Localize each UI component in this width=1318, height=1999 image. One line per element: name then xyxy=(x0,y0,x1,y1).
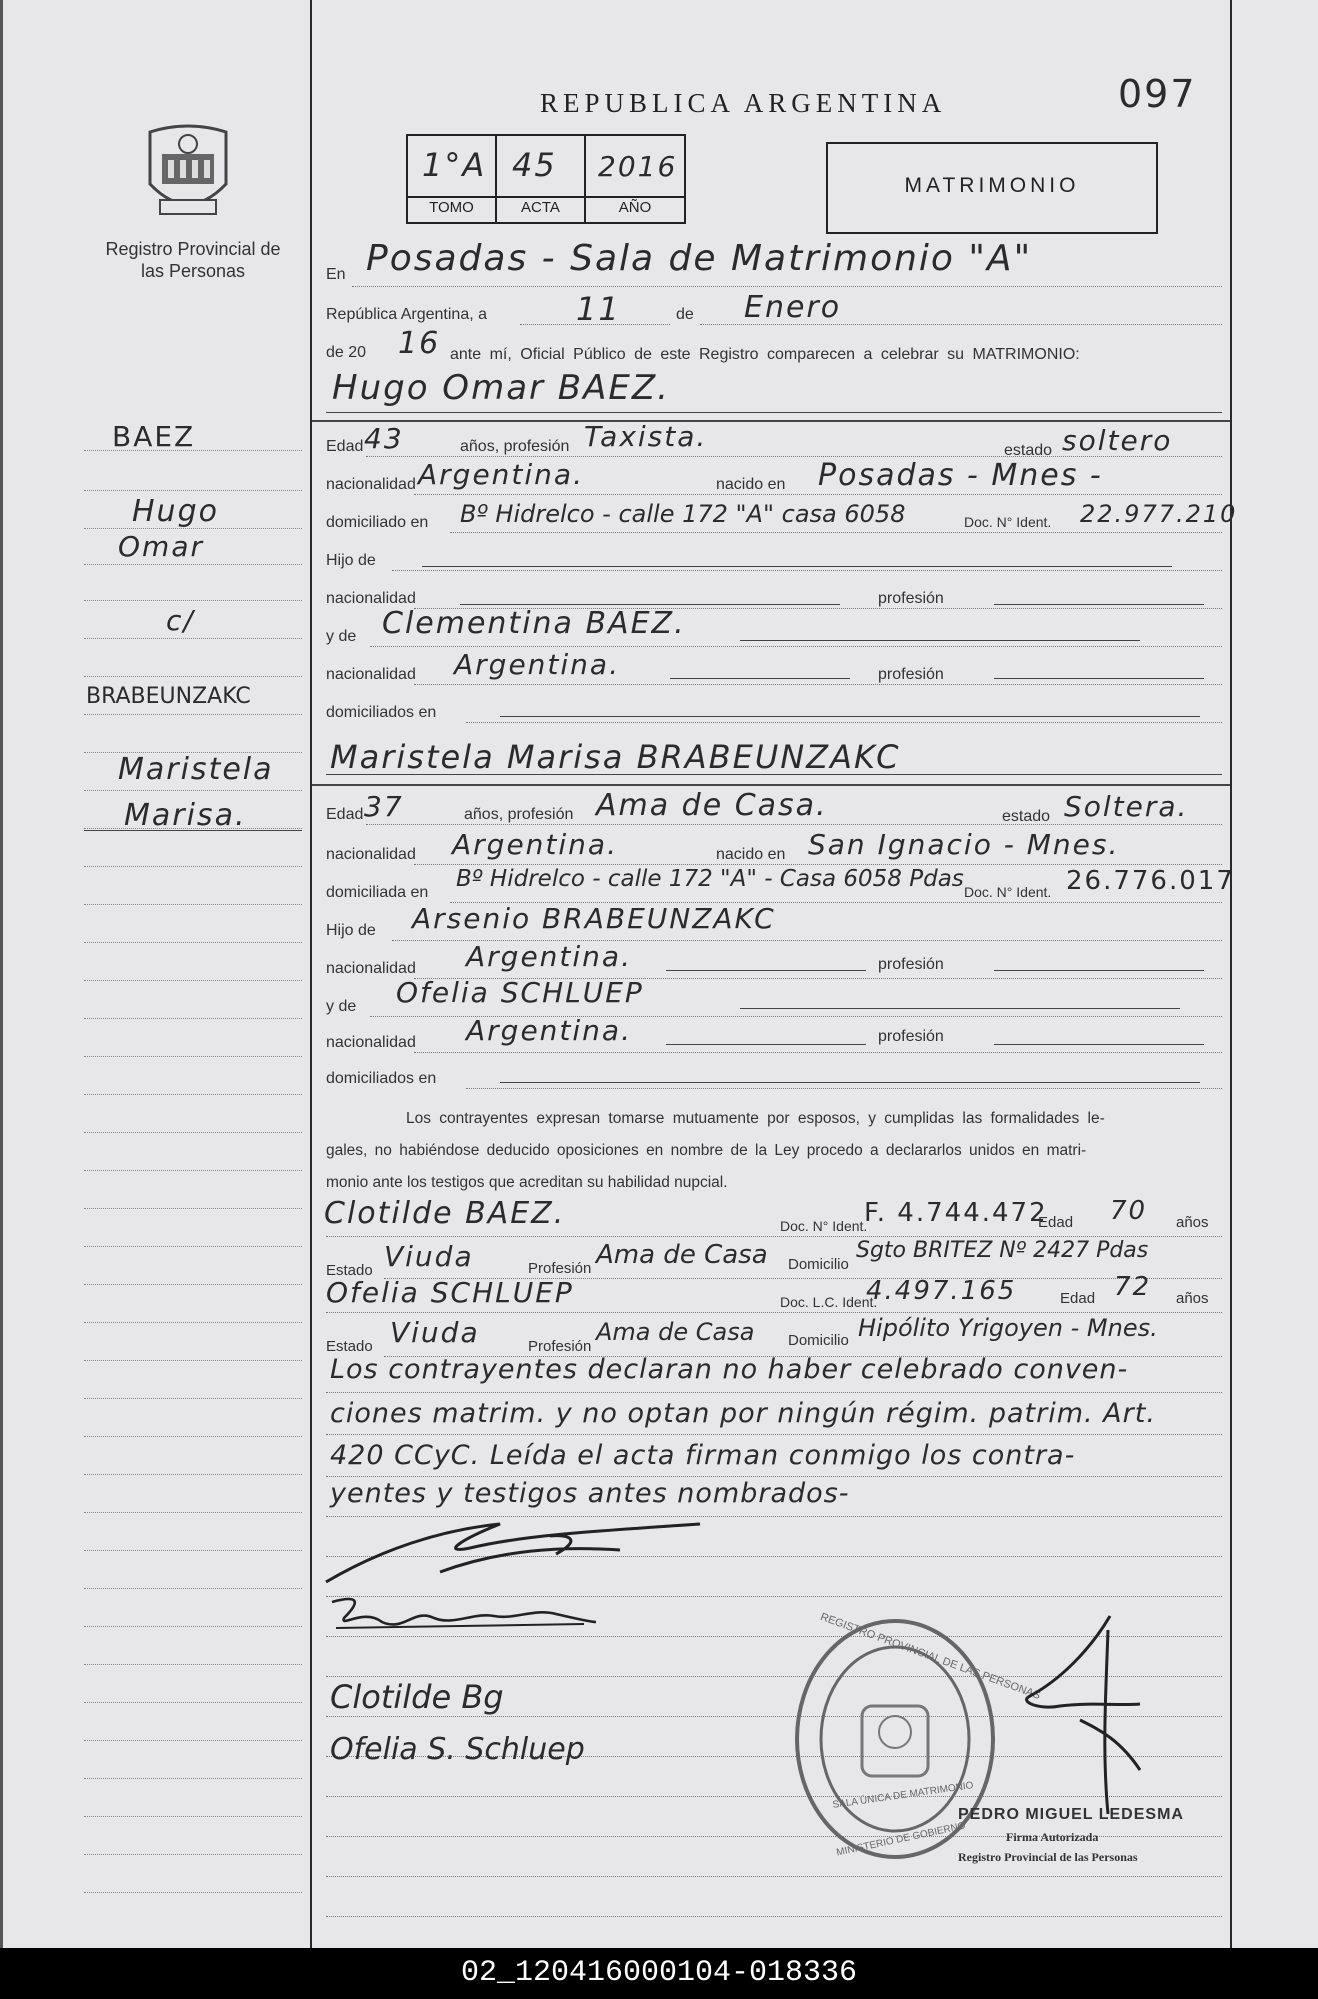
stamp-inner-text: SALA ÚNICA DE MATRIMONIO xyxy=(831,1780,975,1811)
groom-edad-label: Edad xyxy=(326,438,364,455)
left-edge-rule xyxy=(0,0,3,1948)
witness2-signature: Ofelia S. Schluep xyxy=(330,1732,585,1767)
bride-address: Bº Hidrelco - calle 172 "A" - Casa 6058 Pdas xyxy=(456,866,964,892)
margin-name-5: BRABEUNZAKC xyxy=(86,684,251,709)
witness2-age: 72 xyxy=(1114,1272,1152,1302)
record-number-box xyxy=(406,134,686,224)
official-title: Firma Autorizada xyxy=(1006,1830,1099,1844)
note-line-2: ciones matrim. y no optan por ningún régim. patrim. Art. xyxy=(330,1398,1156,1429)
groom-hijo-label: Hijo de xyxy=(326,552,376,569)
witness2-profession: Ama de Casa xyxy=(596,1318,755,1346)
witness2-name: Ofelia SCHLUEP xyxy=(326,1276,574,1309)
groom-profession: Taxista. xyxy=(584,420,708,453)
bride-yde-label: y de xyxy=(326,998,357,1015)
bride-nat-label: nacionalidad xyxy=(326,846,416,863)
witness2-address: Hipólito Yrigoyen - Mnes. xyxy=(858,1314,1158,1342)
note-line-4: yentes y testigos antes nombrados- xyxy=(330,1478,850,1509)
stamp-outer-text: REGISTRO PROVINCIAL DE LAS PERSONAS xyxy=(818,1611,1042,1703)
margin-name-6: Maristela xyxy=(118,752,274,787)
acta-label: ACTA xyxy=(521,199,560,216)
footer-code: 02_120416000104-018336 xyxy=(0,1948,1318,1999)
margin-name-7: Marisa. xyxy=(124,798,247,833)
witness1-doc: F. 4.744.472 xyxy=(864,1198,1048,1228)
bride-age: 37 xyxy=(364,790,404,823)
de20-label: de 20 xyxy=(326,344,367,361)
witness1-edad-label: Edad xyxy=(1038,1214,1074,1231)
margin-name-2: Hugo xyxy=(132,494,219,529)
margin-name-4: c/ xyxy=(166,604,195,637)
groom-doc-label: Doc. N° Ident. xyxy=(964,514,1052,530)
page-number: 097 xyxy=(1118,72,1197,116)
bride-profession: Ama de Casa. xyxy=(596,788,828,823)
registry-name: Registro Provincial de las Personas xyxy=(105,239,281,281)
witness1-status: Viuda xyxy=(384,1240,474,1273)
note-line-1: Los contrayentes declaran no haber celebrado conven- xyxy=(330,1354,1129,1385)
witness2-prof-label: Profesión xyxy=(528,1338,592,1355)
groom-birthplace: Posadas - Mnes - xyxy=(818,458,1103,493)
place-value: Posadas - Sala de Matrimonio "A" xyxy=(366,238,1033,279)
witness1-name: Clotilde BAEZ. xyxy=(324,1196,566,1231)
right-margin-rule xyxy=(1230,0,1232,1948)
tomo-value: 1°A xyxy=(422,146,487,184)
bride-nationality: Argentina. xyxy=(452,828,618,861)
anio-value: 2016 xyxy=(598,150,678,183)
witness2-dom-label: Domicilio xyxy=(788,1332,849,1349)
declaration-line-1: Los contrayentes expresan tomarse mutuamente por esposos, y cumplidas las formalidades le- xyxy=(406,1110,1105,1127)
year-suffix-value: 16 xyxy=(398,326,441,361)
bride-doc: 26.776.017 xyxy=(1066,866,1235,896)
groom-age: 43 xyxy=(364,422,404,455)
bride-father: Arsenio BRABEUNZAKC xyxy=(412,902,776,935)
groom-status: soltero xyxy=(1062,424,1173,457)
de-label: de xyxy=(676,306,694,323)
witness2-doc: 4.497.165 xyxy=(866,1276,1017,1306)
declaration-line-2: gales, no habiéndose deducido oposiciones en nombre de la Ley procedo a declararlos unidos en matri- xyxy=(326,1142,1087,1159)
groom-dom-label: domiciliado en xyxy=(326,514,429,531)
margin-name-1: BAEZ xyxy=(112,420,196,453)
bride-status: Soltera. xyxy=(1064,790,1189,823)
bride-birthplace: San Ignacio - Mnes. xyxy=(808,828,1120,861)
groom-anios-label: años, profesión xyxy=(460,438,570,455)
official-org: Registro Provincial de las Personas xyxy=(958,1850,1138,1864)
groom-estado-label: estado xyxy=(1004,442,1053,459)
witness2-estado-label: Estado xyxy=(326,1338,373,1355)
margin-underline xyxy=(84,830,302,831)
bride-father-prof-label: profesión xyxy=(878,956,944,973)
month-value: Enero xyxy=(744,290,842,325)
bride-dom-label: domiciliada en xyxy=(326,884,429,901)
witness1-estado-label: Estado xyxy=(326,1262,373,1279)
witness2-doc-label: Doc. L.C. Ident. xyxy=(780,1294,878,1310)
groom-mother: Clementina BAEZ. xyxy=(382,606,686,641)
declaration-line-3: monio ante los testigos que acreditan su habilidad nupcial. xyxy=(326,1174,728,1191)
groom-mother-nat-label: nacionalidad xyxy=(326,666,416,683)
en-label: En xyxy=(326,266,346,283)
witness1-signature: Clotilde Bg xyxy=(330,1678,504,1716)
groom-nacido-label: nacido en xyxy=(716,476,786,493)
groom-mother-prof-label: profesión xyxy=(878,666,944,683)
groom-yde-label: y de xyxy=(326,628,357,645)
bride-mother-prof-label: profesión xyxy=(878,1028,944,1045)
groom-signature xyxy=(320,1510,720,1590)
witness2-anios-label: años xyxy=(1176,1290,1209,1307)
bride-mother-nat-label: nacionalidad xyxy=(326,1034,416,1051)
bride-signature xyxy=(324,1588,604,1644)
note-line-3: 420 CCyC. Leída el acta firman conmigo los contra- xyxy=(330,1440,1076,1471)
bride-doc-label: Doc. N° Ident. xyxy=(964,884,1052,900)
day-value: 11 xyxy=(576,290,621,328)
bride-anios-label: años, profesión xyxy=(464,806,574,823)
republica-label: República Argentina, a xyxy=(326,306,487,323)
witness1-address: Sgto BRITEZ Nº 2427 Pdas xyxy=(856,1238,1149,1263)
record-type-box xyxy=(826,142,1158,234)
acta-value: 45 xyxy=(512,146,557,184)
anio-label: AÑO xyxy=(618,199,652,216)
witness1-dom-label: Domicilio xyxy=(788,1256,849,1273)
record-type-label: MATRIMONIO xyxy=(904,174,1080,197)
bride-parents-dom-label: domiciliados en xyxy=(326,1070,437,1087)
groom-mother-nat: Argentina. xyxy=(454,648,620,681)
witness2-edad-label: Edad xyxy=(1060,1290,1096,1307)
bride-father-nat: Argentina. xyxy=(466,940,632,973)
province-seal-icon xyxy=(140,124,236,224)
witness1-age: 70 xyxy=(1110,1196,1148,1226)
groom-parents-dom-label: domiciliados en xyxy=(326,704,437,721)
witness1-profession: Ama de Casa xyxy=(596,1240,768,1270)
groom-address: Bº Hidrelco - calle 172 "A" casa 6058 xyxy=(460,500,906,528)
stamp-bottom-text: MINISTERIO DE GOBIERNO xyxy=(835,1820,967,1859)
bride-estado-label: estado xyxy=(1002,808,1051,825)
bride-name: Maristela Marisa BRABEUNZAKC xyxy=(330,738,901,776)
witness2-status: Viuda xyxy=(390,1316,480,1349)
groom-nationality: Argentina. xyxy=(418,458,584,491)
bride-mother-nat: Argentina. xyxy=(466,1014,632,1047)
groom-father-prof-label: profesión xyxy=(878,590,944,607)
groom-father-nat-label: nacionalidad xyxy=(326,590,416,607)
margin-name-3: Omar xyxy=(118,530,204,563)
tomo-label: TOMO xyxy=(429,199,474,216)
official-signature xyxy=(990,1610,1160,1820)
bride-edad-label: Edad xyxy=(326,806,364,823)
bride-mother: Ofelia SCHLUEP xyxy=(396,976,644,1009)
country-title: REPUBLICA ARGENTINA xyxy=(540,88,947,118)
groom-nat-label: nacionalidad xyxy=(326,476,416,493)
witness1-anios-label: años xyxy=(1176,1214,1209,1231)
groom-name: Hugo Omar BAEZ. xyxy=(332,368,670,408)
witness1-doc-label: Doc. N° Ident. xyxy=(780,1218,868,1234)
groom-doc: 22.977.210 xyxy=(1080,500,1238,528)
bride-nacido-label: nacido en xyxy=(716,846,786,863)
left-margin-rule xyxy=(310,0,312,1948)
bride-hijo-label: Hijo de xyxy=(326,922,376,939)
official-name: PEDRO MIGUEL LEDESMA xyxy=(958,1806,1184,1823)
witness1-prof-label: Profesión xyxy=(528,1260,592,1277)
intro-text: ante mí, Oficial Público de este Registro comparecen a celebrar su MATRIMONIO: xyxy=(450,346,1080,363)
bride-father-nat-label: nacionalidad xyxy=(326,960,416,977)
